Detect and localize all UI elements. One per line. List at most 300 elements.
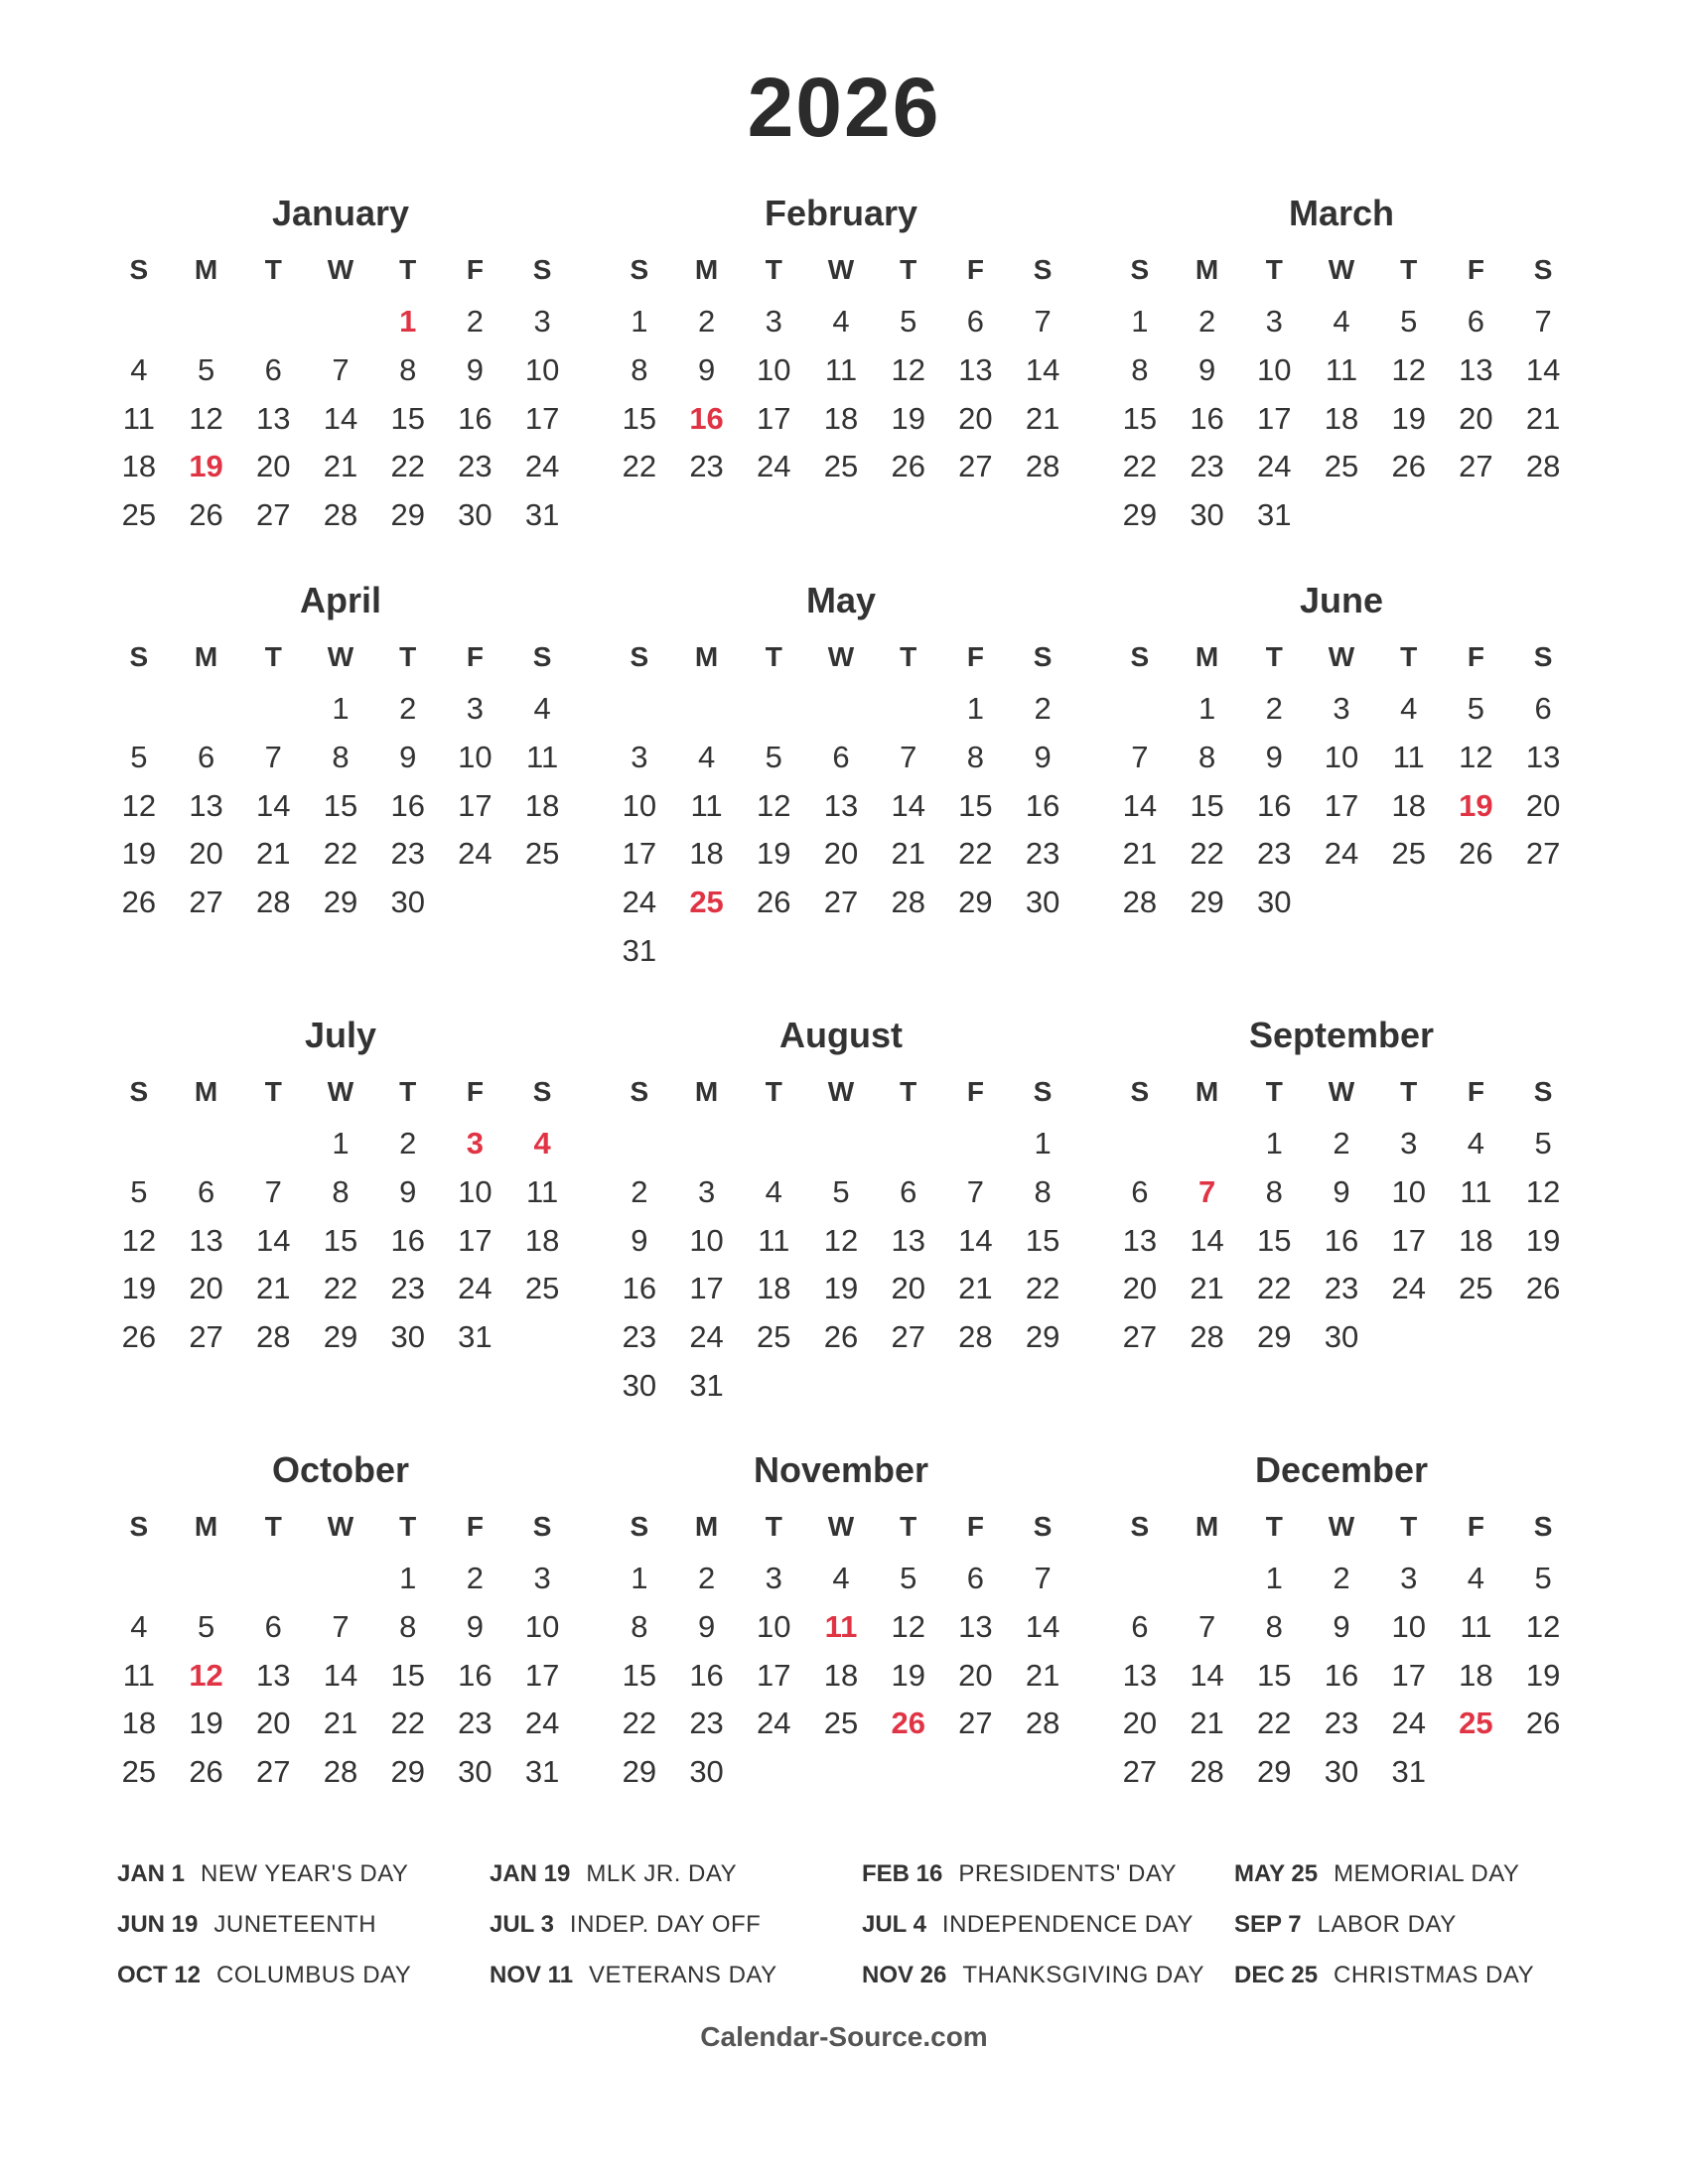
day-cell: 9 (697, 351, 716, 387)
day-cell: 20 (958, 400, 993, 436)
holiday-day-cell: 26 (891, 1706, 925, 1741)
day-cell: 2 (1333, 1561, 1350, 1595)
weekday-label: F (466, 254, 484, 285)
month-name: December (1254, 1449, 1429, 1490)
day-cell: 14 (323, 400, 358, 436)
day-cell: 15 (323, 1222, 358, 1258)
day-cell: 13 (1122, 1222, 1158, 1258)
weekday-label: W (827, 1511, 855, 1542)
weekday-label: T (1265, 254, 1283, 285)
day-cell: 2 (1333, 1126, 1350, 1160)
day-cell: 31 (1391, 1754, 1426, 1790)
day-cell: 22 (1025, 1271, 1060, 1306)
holiday-day-cell: 25 (689, 885, 724, 920)
day-cell: 9 (399, 739, 417, 774)
day-cell: 22 (958, 836, 993, 872)
day-cell: 16 (1025, 787, 1060, 823)
day-cell: 8 (399, 1608, 417, 1644)
holiday-item (1234, 1911, 1607, 1939)
weekday-label: S (1130, 1511, 1150, 1542)
day-cell: 6 (1467, 304, 1485, 339)
day-grid (606, 1120, 1076, 1411)
day-cell: 23 (689, 1706, 724, 1741)
day-cell: 28 (256, 885, 291, 920)
day-cell: 23 (1257, 836, 1292, 872)
day-cell: 30 (1257, 885, 1292, 920)
day-cell: 5 (1534, 1561, 1552, 1595)
weekday-label: S (532, 1511, 552, 1542)
day-cell: 17 (458, 1222, 492, 1258)
day-cell: 8 (966, 739, 985, 774)
day-cell: 29 (1257, 1319, 1292, 1355)
holiday-day-cell: 3 (466, 1126, 485, 1160)
weekday-label: S (1033, 1511, 1053, 1542)
day-cell: 1 (966, 691, 985, 726)
day-cell: 12 (891, 1608, 925, 1644)
day-cell: 6 (832, 739, 850, 774)
day-cell: 14 (323, 1657, 358, 1693)
day-cell: 31 (458, 1319, 492, 1355)
day-cell: 14 (891, 787, 925, 823)
day-cell: 27 (958, 1706, 993, 1741)
empty-cell (673, 685, 741, 734)
day-cell: 15 (622, 400, 657, 436)
weekday-label: F (466, 1511, 484, 1542)
weekday-header (105, 248, 576, 292)
holiday-row (117, 1950, 1607, 2000)
day-cell: 4 (832, 304, 850, 339)
day-cell: 17 (622, 836, 657, 872)
day-cell: 12 (1391, 351, 1426, 387)
empty-cell (1174, 1555, 1241, 1603)
day-cell: 5 (1467, 691, 1485, 726)
day-cell: 13 (189, 787, 223, 823)
day-cell: 14 (1190, 1222, 1224, 1258)
day-cell: 27 (1459, 449, 1493, 484)
weekday-label: T (1400, 254, 1418, 285)
weekday-label: T (1400, 1511, 1418, 1542)
holiday-item (1234, 1962, 1607, 1989)
weekday-label: S (630, 1076, 649, 1107)
month-october (105, 1445, 576, 1797)
empty-cell (807, 1120, 875, 1168)
day-cell: 31 (689, 1367, 724, 1403)
weekday-label: F (466, 641, 484, 672)
day-cell: 3 (697, 1173, 716, 1209)
day-cell: 21 (323, 449, 358, 484)
holiday-item (490, 1860, 862, 1888)
holiday-item (862, 1911, 1234, 1939)
day-cell: 24 (1324, 836, 1359, 872)
day-cell: 19 (1525, 1657, 1561, 1693)
day-cell: 21 (1190, 1706, 1224, 1741)
day-cell: 5 (832, 1173, 850, 1209)
day-cell: 13 (958, 1608, 993, 1644)
day-cell: 15 (1190, 787, 1224, 823)
day-cell: 29 (1025, 1319, 1060, 1355)
day-grid (606, 298, 1076, 491)
day-cell: 21 (958, 1271, 993, 1306)
day-cell: 29 (1190, 885, 1224, 920)
weekday-label: M (694, 1076, 719, 1107)
day-cell: 30 (1324, 1754, 1359, 1790)
day-cell: 19 (121, 836, 157, 872)
day-cell: 19 (189, 1706, 223, 1741)
day-cell: 9 (466, 1608, 485, 1644)
day-cell: 3 (533, 1561, 551, 1595)
weekday-label: W (327, 641, 354, 672)
weekday-header (1106, 248, 1577, 292)
day-cell: 16 (458, 1657, 492, 1693)
weekday-label: T (399, 254, 417, 285)
day-cell: 7 (264, 1173, 282, 1209)
holiday-row (117, 1899, 1607, 1950)
day-cell: 6 (966, 1561, 985, 1595)
day-cell: 10 (524, 1608, 560, 1644)
empty-cell (807, 685, 875, 734)
day-cell: 19 (121, 1271, 157, 1306)
day-cell: 26 (121, 885, 157, 920)
month-name: May (805, 580, 877, 620)
weekday-label: S (1033, 254, 1053, 285)
day-cell: 6 (1534, 691, 1552, 726)
weekday-header (1106, 1505, 1577, 1549)
holiday-date: SEP 7 (1234, 1910, 1302, 1938)
day-cell: 29 (390, 1754, 425, 1790)
day-cell: 3 (765, 1561, 782, 1595)
month-name: April (299, 580, 381, 620)
day-cell: 26 (189, 497, 223, 533)
weekday-label: T (399, 641, 417, 672)
day-cell: 14 (1025, 1608, 1060, 1644)
day-cell: 14 (256, 787, 291, 823)
weekday-label: T (900, 1511, 917, 1542)
weekday-label: S (630, 254, 649, 285)
day-cell: 11 (526, 739, 559, 774)
empty-cell (173, 298, 240, 346)
day-cell: 17 (458, 787, 492, 823)
day-cell: 5 (765, 739, 782, 774)
empty-cell (1106, 1555, 1174, 1603)
day-cell: 12 (757, 787, 791, 823)
weekday-label: F (1467, 1511, 1484, 1542)
day-cell: 16 (390, 1222, 425, 1258)
day-cell: 14 (958, 1222, 993, 1258)
day-cell: 20 (1459, 400, 1493, 436)
holiday-name: VETERANS DAY (589, 1961, 777, 1988)
empty-cell (875, 685, 942, 734)
day-cell: 5 (197, 1608, 215, 1644)
day-cell: 10 (458, 739, 492, 774)
day-cell: 23 (622, 1319, 657, 1355)
day-cell: 14 (1525, 351, 1561, 387)
day-cell: 5 (1534, 1126, 1552, 1160)
weekday-label: S (532, 1076, 552, 1107)
day-cell: 29 (622, 1754, 657, 1790)
day-cell: 14 (1122, 787, 1158, 823)
day-cell: 2 (466, 1561, 485, 1595)
holiday-name: NEW YEAR'S DAY (201, 1859, 409, 1887)
empty-cell (1106, 685, 1174, 734)
day-cell: 7 (1034, 1561, 1052, 1595)
weekday-label: S (1533, 254, 1553, 285)
day-cell: 27 (891, 1319, 925, 1355)
day-cell: 12 (189, 400, 223, 436)
weekday-header (1106, 635, 1577, 679)
day-cell: 23 (458, 449, 492, 484)
weekday-label: S (129, 254, 149, 285)
day-cell: 24 (1391, 1271, 1426, 1306)
day-cell: 19 (891, 400, 925, 436)
day-grid (1106, 1555, 1577, 1797)
weekday-label: W (827, 641, 855, 672)
weekday-label: W (327, 1511, 354, 1542)
day-cell: 25 (121, 497, 157, 533)
day-cell: 21 (1525, 400, 1561, 436)
day-cell: 9 (466, 351, 485, 387)
day-cell: 22 (1190, 836, 1224, 872)
day-cell: 22 (390, 449, 425, 484)
weekday-label: T (399, 1511, 417, 1542)
day-cell: 30 (1324, 1319, 1359, 1355)
weekday-label: F (966, 641, 984, 672)
day-cell: 24 (757, 449, 791, 484)
day-cell: 28 (1190, 1754, 1224, 1790)
weekday-label: M (194, 254, 218, 285)
weekday-header (606, 1070, 1076, 1114)
day-cell: 9 (1265, 739, 1283, 774)
weekday-header (105, 635, 576, 679)
holiday-date: OCT 12 (117, 1961, 202, 1988)
month-name: October (271, 1449, 410, 1490)
day-cell: 21 (1122, 836, 1158, 872)
weekday-label: M (1195, 1511, 1219, 1542)
empty-cell (173, 1555, 240, 1603)
day-cell: 1 (332, 1126, 350, 1160)
day-cell: 26 (121, 1319, 157, 1355)
day-cell: 25 (524, 836, 560, 872)
day-cell: 24 (1391, 1706, 1426, 1741)
day-cell: 18 (1324, 400, 1359, 436)
day-cell: 3 (631, 739, 648, 774)
holiday-date: FEB 16 (862, 1859, 943, 1887)
holiday-date: JUL 3 (490, 1910, 554, 1938)
day-cell: 3 (1400, 1126, 1418, 1160)
month-february (606, 189, 1076, 491)
day-cell: 13 (1459, 351, 1493, 387)
weekday-label: S (129, 1076, 149, 1107)
day-cell: 12 (1525, 1173, 1561, 1209)
weekday-label: S (532, 254, 552, 285)
day-cell: 27 (958, 449, 993, 484)
day-cell: 23 (390, 1271, 425, 1306)
day-cell: 24 (458, 1271, 492, 1306)
day-cell: 28 (1122, 885, 1158, 920)
weekday-label: W (1328, 1511, 1355, 1542)
empty-cell (239, 1120, 307, 1168)
footer-site-link[interactable]: Calendar-Source.com (700, 2021, 988, 2052)
day-grid (1106, 1120, 1577, 1362)
day-cell: 9 (399, 1173, 417, 1209)
day-cell: 11 (690, 787, 723, 823)
day-cell: 20 (189, 836, 223, 872)
weekday-label: S (1130, 254, 1150, 285)
weekday-label: S (1033, 1076, 1053, 1107)
weekday-label: T (900, 641, 917, 672)
day-cell: 25 (1391, 836, 1426, 872)
holiday-name: INDEPENDENCE DAY (941, 1910, 1194, 1938)
day-cell: 8 (1131, 351, 1149, 387)
empty-cell (105, 1120, 173, 1168)
weekday-label: F (1467, 1076, 1484, 1107)
day-cell: 18 (689, 836, 724, 872)
holiday-list (117, 1848, 1607, 2000)
day-cell: 11 (758, 1222, 790, 1258)
day-grid (1106, 685, 1577, 927)
day-cell: 11 (824, 351, 858, 387)
weekday-label: S (129, 641, 149, 672)
day-cell: 4 (1333, 304, 1350, 339)
weekday-label: S (1130, 641, 1150, 672)
day-cell: 24 (458, 836, 492, 872)
weekday-label: T (765, 1076, 782, 1107)
day-cell: 22 (1257, 1706, 1292, 1741)
day-cell: 28 (958, 1319, 993, 1355)
weekday-label: T (264, 1511, 282, 1542)
empty-cell (875, 1120, 942, 1168)
day-cell: 29 (323, 1319, 358, 1355)
day-cell: 17 (524, 400, 560, 436)
day-cell: 2 (697, 304, 716, 339)
day-cell: 7 (966, 1173, 985, 1209)
month-may (606, 576, 1076, 976)
day-cell: 7 (332, 1608, 350, 1644)
empty-cell (173, 1120, 240, 1168)
day-cell: 20 (1525, 787, 1561, 823)
day-cell: 18 (121, 1706, 157, 1741)
weekday-label: M (194, 1511, 218, 1542)
day-cell: 29 (958, 885, 993, 920)
day-cell: 17 (1391, 1657, 1426, 1693)
day-cell: 11 (1392, 739, 1425, 774)
day-cell: 4 (130, 1608, 148, 1644)
day-cell: 31 (1257, 497, 1292, 533)
day-cell: 12 (1459, 739, 1493, 774)
day-cell: 15 (323, 787, 358, 823)
month-january (105, 189, 576, 540)
day-cell: 2 (1265, 691, 1283, 726)
day-cell: 12 (121, 787, 157, 823)
day-cell: 2 (466, 304, 485, 339)
day-cell: 1 (1265, 1561, 1283, 1595)
day-cell: 10 (1391, 1173, 1426, 1209)
weekday-label: M (1195, 254, 1219, 285)
weekday-label: T (264, 1076, 282, 1107)
weekday-label: T (765, 641, 782, 672)
day-cell: 22 (323, 1271, 358, 1306)
day-cell: 21 (1190, 1271, 1224, 1306)
day-cell: 21 (256, 1271, 291, 1306)
day-cell: 27 (1525, 836, 1561, 872)
day-cell: 7 (1034, 304, 1052, 339)
holiday-date: NOV 11 (490, 1961, 574, 1988)
day-cell: 3 (533, 304, 551, 339)
weekday-label: S (129, 1511, 149, 1542)
day-cell: 11 (122, 1657, 155, 1693)
empty-cell (307, 1555, 374, 1603)
day-cell: 3 (765, 304, 782, 339)
empty-cell (105, 298, 173, 346)
day-cell: 8 (631, 351, 648, 387)
day-cell: 12 (121, 1222, 157, 1258)
weekday-label: W (1328, 254, 1355, 285)
day-cell: 28 (1525, 449, 1561, 484)
weekday-label: F (466, 1076, 484, 1107)
day-cell: 6 (966, 304, 985, 339)
day-cell: 7 (1197, 1608, 1216, 1644)
day-cell: 20 (891, 1271, 925, 1306)
weekday-label: T (1265, 641, 1283, 672)
day-cell: 4 (130, 351, 148, 387)
holiday-name: COLUMBUS DAY (216, 1961, 412, 1988)
day-cell: 7 (900, 739, 917, 774)
day-cell: 23 (1190, 449, 1224, 484)
weekday-label: M (194, 641, 218, 672)
day-cell: 13 (256, 400, 291, 436)
day-cell: 31 (622, 932, 657, 968)
weekday-label: F (966, 254, 984, 285)
day-cell: 22 (1257, 1271, 1292, 1306)
day-cell: 2 (697, 1561, 716, 1595)
day-cell: 18 (121, 449, 157, 484)
day-cell: 11 (526, 1173, 559, 1209)
day-cell: 7 (1534, 304, 1552, 339)
day-cell: 19 (891, 1657, 925, 1693)
day-cell: 10 (458, 1173, 492, 1209)
day-cell: 16 (689, 1657, 724, 1693)
day-cell: 9 (1197, 351, 1216, 387)
holiday-date: DEC 25 (1234, 1961, 1319, 1988)
weekday-label: S (1033, 641, 1053, 672)
day-cell: 6 (264, 1608, 282, 1644)
weekday-label: T (1265, 1076, 1283, 1107)
day-cell: 4 (765, 1173, 782, 1209)
day-cell: 10 (1391, 1608, 1426, 1644)
day-cell: 27 (1122, 1319, 1158, 1355)
month-november (606, 1445, 1076, 1797)
weekday-label: S (1533, 1076, 1553, 1107)
weekday-label: W (327, 1076, 354, 1107)
weekday-label: M (1195, 641, 1219, 672)
empty-cell (673, 1120, 741, 1168)
day-grid (606, 685, 1076, 976)
day-cell: 26 (757, 885, 791, 920)
holiday-name: PRESIDENTS' DAY (958, 1859, 1178, 1887)
day-cell: 6 (1131, 1608, 1149, 1644)
day-cell: 26 (1391, 449, 1426, 484)
day-cell: 5 (1400, 304, 1418, 339)
empty-cell (606, 1120, 673, 1168)
holiday-date: MAY 25 (1234, 1859, 1319, 1887)
day-cell: 15 (1122, 400, 1158, 436)
day-cell: 16 (1324, 1222, 1359, 1258)
day-cell: 7 (264, 739, 282, 774)
day-grid (606, 1555, 1076, 1797)
holiday-day-cell: 12 (189, 1657, 223, 1693)
day-cell: 27 (256, 497, 291, 533)
day-cell: 18 (1459, 1657, 1493, 1693)
day-cell: 27 (256, 1754, 291, 1790)
